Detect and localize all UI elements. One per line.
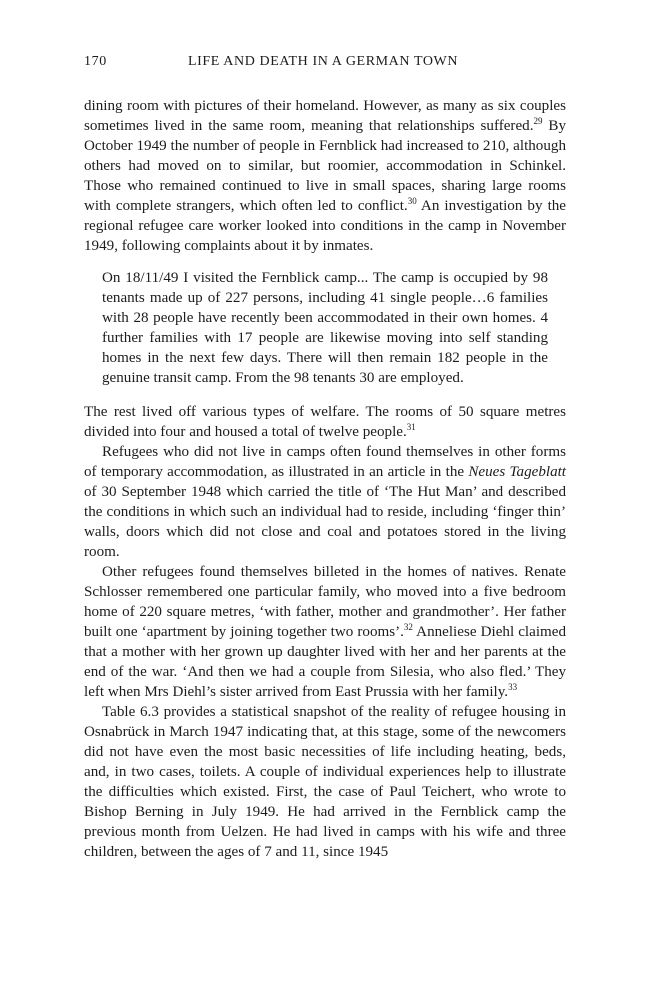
quote-text: On 18/11/49 I visited the Fernblick camp... The camp is occupied by 98 tenants made up of 227 persons, including 41 single people…6 families with 28 people have recently been accommodated in their own homes. 4 further families with 17 people are likewise moving into self standing homes in the next few days. There will then remain 182 people in the genuine transit camp. From the 98 tenants 30 are employed. (102, 270, 548, 386)
page-number: 170 (84, 54, 107, 69)
text-segment: Refugees who did not live in camps often found themselves in other forms of temporary accommodation, as illustrated in an article in the (84, 444, 566, 480)
paragraph-2 (84, 402, 566, 442)
text-segment: Other refugees found themselves billeted in the homes of natives. Renate Schlosser remembered one particular family, who moved into a five bedroom home of 220 square metres, ‘with father, mother and grandmother’. Her father built one ‘apartment by joining together two rooms’. (84, 564, 566, 640)
text-segment: dining room with pictures of their homeland. However, as many as six couples sometimes lived in the same room, meaning that relationships suffered. (84, 98, 566, 134)
text-segment: By October 1949 the number of people in Fernblick had increased to 210, although others had moved on to similar, but roomier, accommodation in Schinkel. Those who remained continued to live in small spaces, sharing large rooms with complete strangers, which often led to conflict. (84, 118, 566, 214)
footnote-ref[interactable]: 30 (407, 195, 417, 206)
paragraph-3 (84, 442, 566, 562)
body-text (84, 96, 566, 862)
footnote-ref[interactable]: 32 (403, 621, 413, 632)
footnote-ref[interactable]: 33 (508, 681, 518, 692)
paragraph-5 (84, 702, 566, 862)
text-segment: Table 6.3 provides a statistical snapshot of the reality of refugee housing in Osnabrück in March 1947 indicating that, at this stage, some of the newcomers did not have even the most basic necessities of life including heating, beds, and, in two cases, toilets. A couple of individual experiences help to illustrate the difficulties which existed. First, the case of Paul Teichert, who wrote to Bishop Berning in July 1949. He had arrived in the Fernblick camp the previous month from Uelzen. He had lived in camps with his wife and three children, between the ages of 7 and 11, since 1945 (84, 704, 566, 860)
text-segment: Anneliese Diehl claimed that a mother with her grown up daughter lived with her and her parents at the end of the war. ‘And then we had a couple from Silesia, who also fled.’ They left when Mrs Diehl’s sister arrived from East Prussia with her family. (84, 624, 566, 700)
running-title: LIFE AND DEATH IN A GERMAN TOWN (188, 54, 459, 69)
paragraph-4 (84, 562, 566, 702)
footnote-ref[interactable]: 29 (533, 115, 543, 126)
book-page (84, 54, 566, 862)
text-segment: of 30 September 1948 which carried the title of ‘The Hut Man’ and described the conditions in which such an individual had to reside, including ‘finger thin’ walls, doors which did not close and coal and potatoes stored in the living room. (84, 484, 566, 560)
paragraph-1 (84, 96, 566, 256)
text-segment: An investigation by the regional refugee care worker looked into conditions in the camp in November 1949, following complaints about it by inmates. (84, 198, 567, 254)
footnote-ref[interactable]: 31 (406, 421, 416, 432)
running-head (84, 54, 566, 78)
block-quote (102, 268, 548, 388)
text-segment: The rest lived off various types of welfare. The rooms of 50 square metres divided into four and housed a total of twelve people. (84, 404, 566, 440)
newspaper-title: Neues Tageblatt (468, 464, 566, 480)
